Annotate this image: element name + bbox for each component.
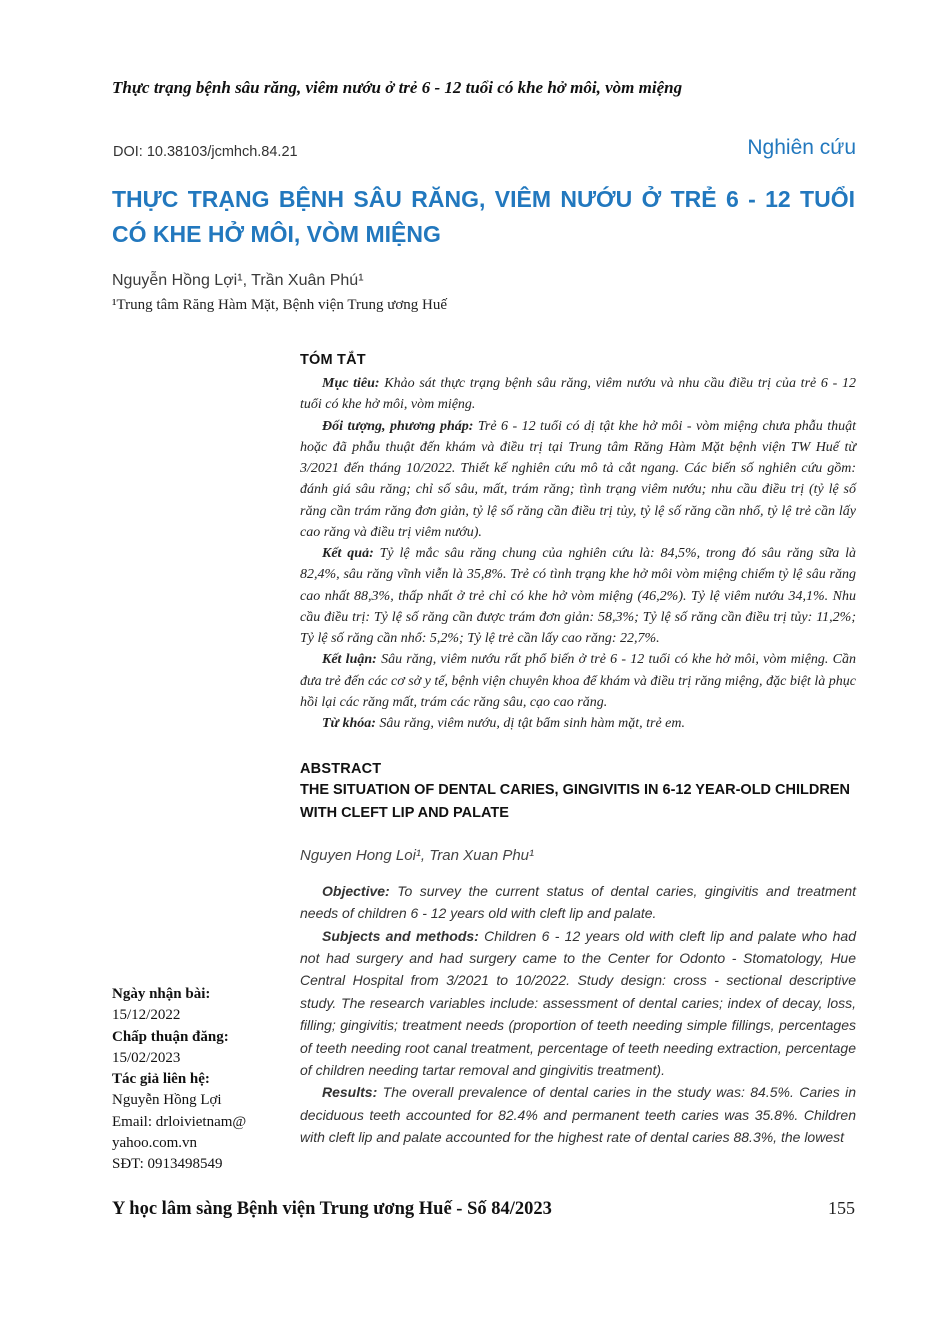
article-dates-sidebar — [112, 984, 292, 1176]
paragraph-label: Kết luận: — [322, 652, 377, 668]
contact-email-line1: Email: drloivietnam@ — [112, 1113, 247, 1130]
article-category: Nghiên cứu — [747, 136, 856, 159]
paragraph-text: Sâu răng, viêm nướu rất phổ biến ở trẻ 6 - 12 tuổi có khe hở môi, vòm miệng. Cần đưa trẻ đến các cơ sở y tế, bệnh viện chuyên khoa để khám và điều trị răng miệng, đặc biệt là phục hồi lại các răng mất, trám các răng sâu, cạo cao răng. — [300, 652, 856, 710]
contact-name: Nguyễn Hồng Lợi — [112, 1092, 222, 1109]
paragraph-text: Khảo sát thực trạng bệnh sâu răng, viêm nướu và nhu cầu điều trị của trẻ 6 - 12 tuổi có khe hở môi, vòm miệng. — [300, 376, 856, 413]
accepted-date: 15/02/2023 — [112, 1049, 181, 1066]
received-label: Ngày nhận bài: — [112, 986, 211, 1002]
author-names: Nguyễn Hồng Lợi¹, Trần Xuân Phú¹ — [112, 272, 364, 289]
paragraph-label: Subjects and methods: — [322, 927, 479, 944]
paragraph-label: Kết quả: — [322, 546, 374, 562]
paragraph-text: To survey the current status of dental caries, gingivitis and treatment needs of children 6 - 12 years old with cleft lip and palate. — [300, 882, 857, 922]
contact-phone: SĐT: 0913498549 — [112, 1156, 223, 1173]
paragraph-label: Objective: — [322, 882, 390, 899]
paragraph-label: Mục tiêu: — [322, 376, 380, 391]
abstract-paragraph-results — [300, 1081, 856, 1148]
abstract-authors: Nguyen Hong Loi¹, Tran Xuan Phu¹ — [300, 846, 535, 864]
paragraph-text: Sâu răng, viêm nướu, dị tật bẩm sinh hàm mặt, trẻ em. — [379, 716, 685, 732]
paragraph-text: Children 6 - 12 years old with cleft lip and palate who had not had surgery and had surgery came to the Center for Odonto - Stomatology, Hue Central Hospital from 3/2021 to 10/2022. Study design: cross - sectional descriptive study. The research variables include: assessment of dental caries; index of decay, loss, filling; gingivitis; treatment needs (proportion of teeth needing simple fillings, percentages of teeth needing root canal treatment, percentage of teeth needing extraction, percentage of children needing tartar removal and gingivitis treatment). — [300, 927, 857, 1079]
paragraph-text: The overall prevalence of dental caries in the study was: 84.5%. Caries in deciduous teeth accounted for 82.4% and permanent teeth caries was 35.8%. Children with cleft lip and palate accounted for the highest rate of dental caries 88.3%, the lowest — [300, 1084, 856, 1146]
paragraph-label: Từ khóa: — [322, 716, 376, 732]
author-affiliation: ¹Trung tâm Răng Hàm Mặt, Bệnh viện Trung ương Huế — [112, 297, 448, 313]
journal-name: Y học lâm sàng Bệnh viện Trung ương Huế - Số 84/2023 — [112, 1199, 552, 1219]
tomtat-paragraph-methods — [300, 416, 856, 544]
paragraph-text: Trẻ 6 - 12 tuổi có dị tật khe hở môi - vòm miệng chưa phẫu thuật hoặc đã phẫu thuật đến khám và điều trị tại Trung tâm Răng Hàm Mặt bệnh viện TW Huế từ 3/2021 đến tháng 10/2022. Thiết kế nghiên cứu mô tả cắt ngang. Các biến số nghiên cứu gồm: đánh giá sâu răng; chỉ số sâu, mất, trám răng; tình trạng viêm nướu; nhu cầu điều trị (tỷ lệ số răng cần trám răng đơn giản, tỷ lệ số răng cần điều trị tủy, tỷ lệ số răng cần nhổ, tỷ lệ trẻ cần lấy cao răng và điều trị viêm nướu). — [300, 418, 857, 540]
contact-label: Tác giả liên hệ: — [112, 1071, 210, 1088]
doi-row — [113, 136, 856, 160]
abstract-title: THE SITUATION OF DENTAL CARIES, GINGIVITIS IN 6-12 YEAR-OLD CHILDREN WITH CLEFT LIP AND PALATE — [300, 781, 850, 821]
main-column — [300, 352, 856, 1149]
doi-text: DOI: 10.38103/jcmhch.84.21 — [113, 144, 298, 160]
paragraph-label: Đối tượng, phương pháp: — [322, 418, 474, 434]
tomtat-paragraph-conclusion — [300, 649, 856, 713]
running-head: Thực trạng bệnh sâu răng, viêm nướu ở trẻ 6 - 12 tuổi có khe hở môi, vòm miệng — [112, 78, 683, 97]
paragraph-label: Results: — [322, 1084, 378, 1101]
abstract-heading: ABSTRACT — [300, 760, 382, 777]
page-footer — [112, 1198, 855, 1220]
tomtat-heading: TÓM TẮT — [300, 352, 366, 368]
tomtat-paragraph-results — [300, 543, 856, 649]
paragraph-text: Tỷ lệ mắc sâu răng chung của nghiên cứu là: 84,5%, trong đó sâu răng sữa là 82,4%, sâu răng vĩnh viễn là 35,8%. Trẻ có tình trạng khe hở môi vòm miệng chiếm tỷ lệ sâu răng cao nhất 88,3%, thấp nhất ở trẻ chỉ có khe hở vòm miệng (46,2%). Tỷ lệ viêm nướu 34,1%. Nhu cầu điều trị: Tỷ lệ số răng cần được trám đơn giản: 58,3%; Tỷ lệ số răng cần điều trị tủy: 11,2%; Tỷ lệ số răng cần nhổ: 5,2%; Tỷ lệ trẻ cần lấy cao răng: 22,7%. — [300, 546, 857, 647]
tomtat-paragraph-keywords — [300, 713, 856, 734]
tomtat-paragraph-objective — [300, 373, 856, 416]
abstract-paragraph-methods — [300, 925, 856, 1082]
abstract-paragraph-objective — [300, 880, 856, 925]
received-date: 15/12/2022 — [112, 1007, 181, 1024]
page-number: 155 — [828, 1198, 855, 1218]
accepted-label: Chấp thuận đăng: — [112, 1028, 229, 1045]
article-title: THỰC TRẠNG BỆNH SÂU RĂNG, VIÊM NƯỚU Ở TRẺ 6 - 12 TUỔI CÓ KHE HỞ MÔI, VÒM MIỆNG — [112, 186, 855, 247]
contact-email-line2: yahoo.com.vn — [112, 1135, 197, 1152]
